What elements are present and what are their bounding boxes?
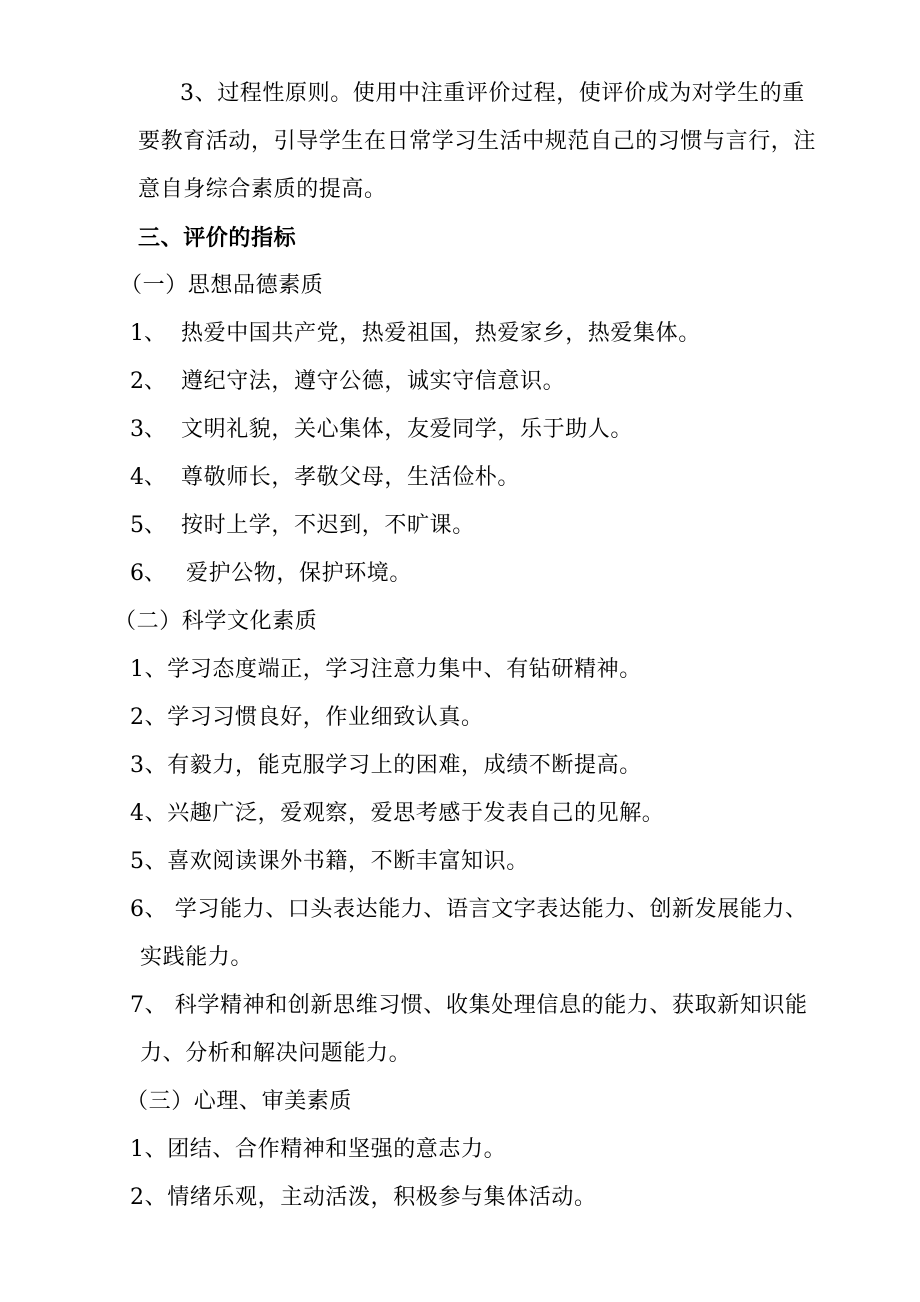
moral-item-3-number: 3、: [130, 417, 166, 442]
principle-3-line-2: 要教育活动，引导学生在日常学习生活中规范自己的习惯与言行，注: [138, 129, 817, 154]
moral-item-4-text: 尊敬师长，孝敬父母，生活俭朴。: [181, 465, 521, 490]
moral-item-1-number: 1、: [130, 321, 166, 346]
principle-3-line-1: 3、过程性原则。使用中注重评价过程，使评价成为对学生的重: [180, 81, 805, 106]
science-heading: （二）科学文化素质: [114, 609, 318, 634]
moral-item-5-text: 按时上学，不迟到，不旷课。: [181, 513, 475, 538]
moral-item-4-number: 4、: [130, 465, 166, 490]
moral-heading: （一）思想品德素质: [120, 273, 324, 298]
principle-3-line-3: 意自身综合素质的提高。: [138, 177, 387, 202]
psych-heading: （三）心理、审美素质: [126, 1089, 353, 1114]
science-item-5: 5、喜欢阅读课外书籍，不断丰富知识。: [130, 849, 529, 874]
moral-item-3-text: 文明礼貌，关心集体，友爱同学，乐于助人。: [181, 417, 634, 442]
moral-item-6-text: 爱护公物，保护环境。: [186, 561, 413, 586]
moral-item-1-text: 热爱中国共产党，热爱祖国，热爱家乡，热爱集体。: [181, 321, 701, 346]
science-item-7-line-2: 力、分析和解决问题能力。: [140, 1041, 412, 1066]
moral-item-2-number: 2、: [130, 369, 166, 394]
psych-item-1: 1、团结、合作精神和坚强的意志力。: [130, 1137, 507, 1162]
science-item-3: 3、有毅力，能克服学习上的困难，成绩不断提高。: [130, 753, 642, 778]
moral-item-6-number: 6、: [130, 561, 166, 586]
moral-item-2-text: 遵纪守法，遵守公德，诚实守信意识。: [181, 369, 566, 394]
science-item-1: 1、学习态度端正，学习注意力集中、有钻研精神。: [130, 657, 642, 682]
moral-item-5-number: 5、: [130, 513, 166, 538]
science-item-4: 4、兴趣广泛，爱观察，爱思考感于发表自己的见解。: [130, 801, 665, 826]
science-item-7-line-1: 7、 科学精神和创新思维习惯、收集处理信息的能力、获取新知识能: [130, 993, 808, 1018]
science-item-6-line-1: 6、 学习能力、口头表达能力、语言文字表达能力、创新发展能力、: [130, 897, 808, 922]
section-3-title: 三、评价的指标: [138, 225, 297, 251]
science-item-2: 2、学习习惯良好，作业细致认真。: [130, 705, 484, 730]
psych-item-2: 2、情绪乐观，主动活泼，积极参与集体活动。: [130, 1185, 597, 1210]
science-item-6-line-2: 实践能力。: [140, 945, 254, 970]
